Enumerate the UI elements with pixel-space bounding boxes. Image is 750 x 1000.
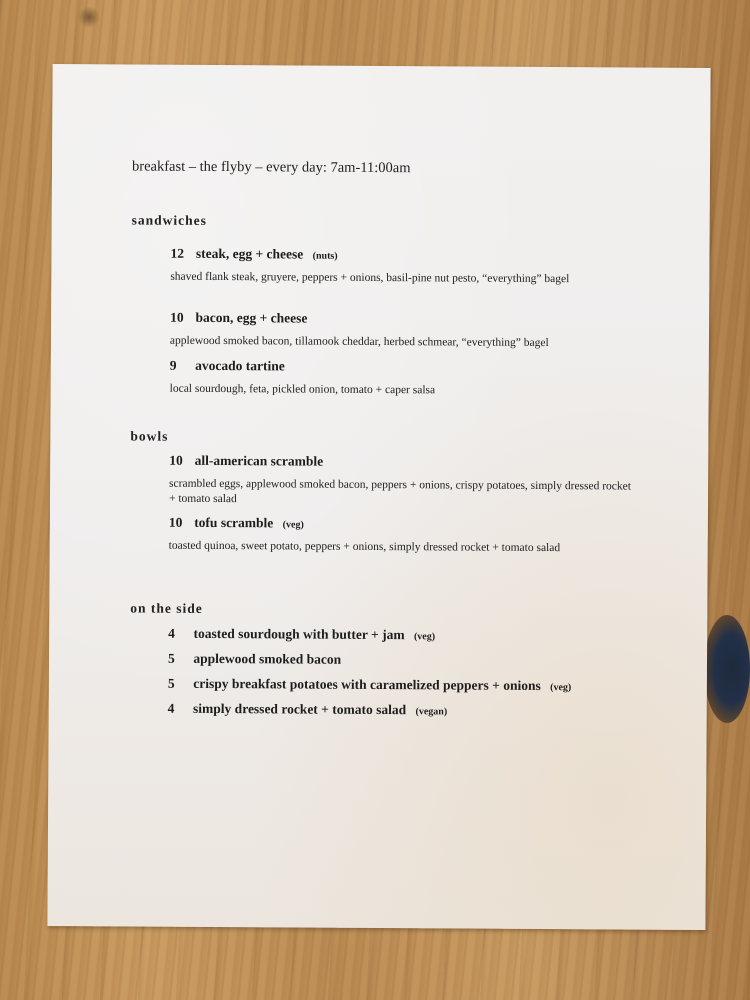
item-price: 4 [167,700,175,716]
item-price: 10 [170,309,184,325]
item-description: scrambled eggs, applewood smoked bacon, peppers + onions, crispy potatoes, simply dressed rocket + tomato salad [168,477,632,506]
menu-item [168,676,638,695]
menu-item [170,358,640,400]
item-tag: (veg) [413,631,436,643]
item-name: all-american scramble [194,452,324,469]
menu-item [168,701,638,720]
menu-item [168,626,638,645]
item-name: toasted sourdough with butter + jam [193,625,405,643]
menu-paper [47,64,710,930]
menu-item [168,651,638,670]
menu-item [170,310,640,352]
item-name: steak, egg + cheese [195,245,304,262]
item-price: 9 [169,357,177,373]
item-price: 12 [170,245,185,261]
item-name: simply dressed rocket + tomato salad [193,700,407,718]
item-price: 5 [167,650,175,666]
item-description: shaved flank steak, gruyere, peppers + onions, basil-pine nut pesto, “everything” bagel [170,270,570,286]
menu-item [169,515,639,557]
item-name: crispy breakfast potatoes with caramelized peppers + onions [193,675,541,693]
item-name: applewood smoked bacon [193,650,342,667]
item-name: bacon, egg + cheese [195,309,308,326]
menu-title: breakfast – the flyby – every day: 7am-11:00am [131,158,411,177]
item-tag: (vegan) [415,706,448,718]
section-heading-sandwiches: sandwiches [131,212,207,228]
menu-item [169,453,639,510]
item-description: toasted quinoa, sweet potato, peppers + onions, simply dressed rocket + tomato salad [168,539,561,555]
wood-knot [78,6,100,28]
item-name: tofu scramble [194,514,274,531]
item-price: 10 [168,514,183,530]
item-price: 4 [168,625,175,641]
item-price: 10 [169,452,183,468]
section-heading-bowls: bowls [130,428,169,444]
item-tag: (veg) [282,519,304,531]
item-description: local sourdough, feta, pickled onion, tomato + caper salsa [169,382,436,397]
item-description: applewood smoked bacon, tillamook cheddar, herbed schmear, “everything” bagel [169,334,549,350]
item-tag: (nuts) [312,250,338,262]
wood-knot [704,615,750,723]
menu-item [170,246,640,288]
item-name: avocado tartine [195,357,285,374]
item-price: 5 [167,675,175,691]
item-tag: (veg) [550,682,572,694]
section-heading-on-the-side: on the side [130,600,203,616]
